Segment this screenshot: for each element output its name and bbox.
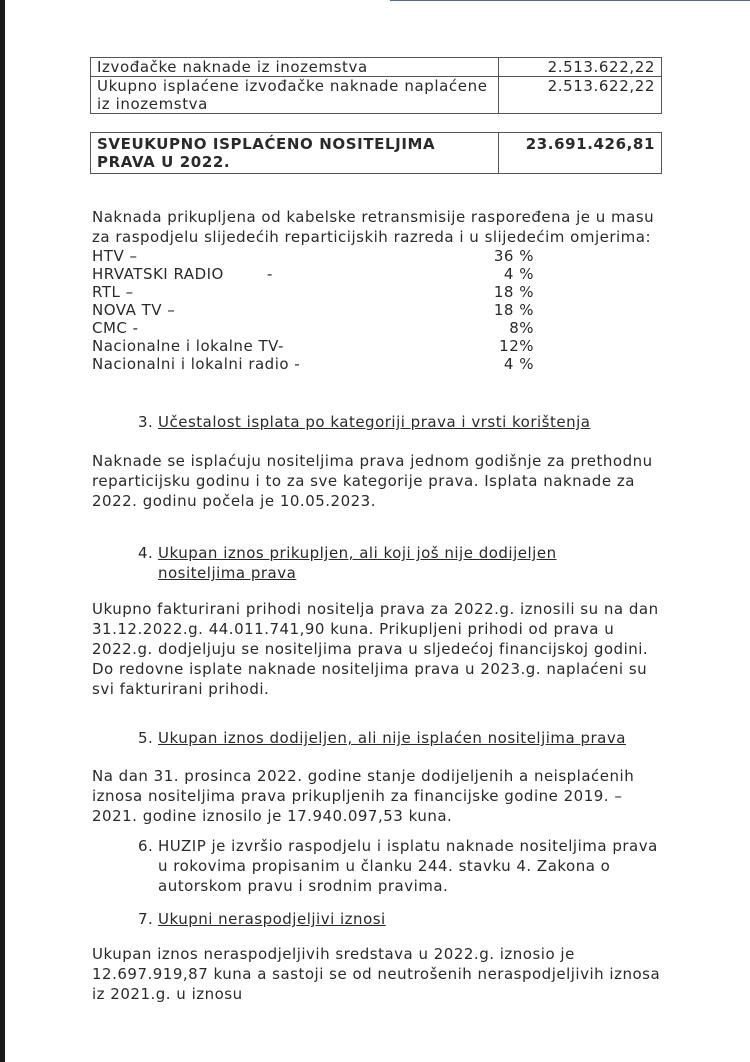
ratio-value: 36 % — [493, 247, 534, 265]
section-4-text: Ukupno fakturirani prihodi nositelja prava za 2022.g. iznosili su na dan 31.12.2022.g. 44.011.741,90 kuna. Prikupljeni prihodi od prava u 2022.g. dodjeljuju se nositeljima prava u sljedećoj financijskoj godini. Do redovne isplate naknade nositeljima prava u 2023.g. naplaćeni su svi fakturirani prihodi. — [92, 600, 659, 698]
table-cell-value: 2.513.622,22 — [499, 77, 662, 114]
scan-edge — [0, 0, 5, 1062]
section-title: Ukupan iznos prikupljen, ali koji još nije dodijeljen nositeljima prava — [158, 544, 557, 582]
ratio-row — [92, 247, 552, 267]
ratio-value: 4 % — [503, 355, 534, 373]
table-row — [91, 133, 662, 174]
table-cell-value: 2.513.622,22 — [499, 58, 662, 77]
ratio-row — [92, 355, 552, 375]
ratio-label: CMC - — [92, 319, 139, 337]
total-value: 23.691.426,81 — [499, 133, 662, 174]
ratio-row — [92, 265, 552, 285]
ratio-row — [92, 337, 552, 357]
ratio-value: 18 % — [493, 283, 534, 301]
ratio-label: HRVATSKI RADIO — [92, 265, 224, 283]
total-table — [90, 132, 662, 174]
ratio-dash: - — [267, 265, 273, 283]
section-number: 6. — [138, 837, 154, 855]
section-number: 3. — [138, 413, 154, 431]
table-cell-label: Ukupno isplaćene izvođačke naknade naplaćene iz inozemstva — [91, 77, 499, 114]
section-3-heading — [138, 412, 698, 432]
section-5-text: Na dan 31. prosinca 2022. godine stanje dodijeljenih a neisplaćenih iznosa nositeljima prava prikupljenih za financijske godine 2019. – 2021. godine iznosilo je 17.940.097,53 kuna. — [92, 767, 635, 825]
ratio-row — [92, 319, 552, 339]
ratio-value: 8% — [509, 319, 534, 337]
section-number: 4. — [138, 544, 154, 562]
section-6 — [138, 836, 668, 896]
ratio-label: Nacionalne i lokalne TV- — [92, 337, 284, 355]
ratio-label: RTL – — [92, 283, 134, 301]
section-6-text: HUZIP je izvršio raspodjelu i isplatu naknade nositeljima prava u rokovima propisanim u članku 244. stavku 4. Zakona o autorskom pravu i srodnim pravima. — [158, 837, 658, 895]
table-row — [91, 58, 662, 77]
ratio-row — [92, 283, 552, 303]
ratio-value: 18 % — [493, 301, 534, 319]
section-3-text: Naknade se isplaćuju nositeljima prava jednom godišnje za prethodnu reparticijsku godinu i to za sve kategorije prava. Isplata naknade za 2022. godinu počela je 10.05.2023. — [92, 452, 653, 510]
ratio-label: Nacionalni i lokalni radio - — [92, 355, 301, 373]
section-4-heading — [138, 543, 658, 583]
ratio-label: NOVA TV – — [92, 301, 176, 319]
section-7-heading — [138, 909, 698, 929]
ratio-value: 12% — [499, 337, 534, 355]
table-cell-label: Izvođačke naknade iz inozemstva — [91, 58, 499, 77]
ratio-row — [92, 301, 552, 321]
total-label: SVEUKUPNO ISPLAĆENO NOSITELJIMA PRAVA U 2022. — [91, 133, 499, 174]
section-number: 7. — [138, 910, 154, 928]
section-7-text: Ukupan iznos neraspodjeljivih sredstava u 2022.g. iznosio je 12.697.919,87 kuna a sastoji se od neutrošenih neraspodjeljivih iznosa iz 2021.g. u iznosu — [92, 945, 661, 1003]
section-title: Ukupan iznos dodijeljen, ali nije isplaćen nositeljima prava — [158, 729, 626, 747]
section-title: Učestalost isplata po kategoriji prava i vrsti korištenja — [158, 413, 591, 431]
distribution-intro: Naknada prikupljena od kabelske retransmisije raspoređena je u masu za raspodjelu slijedećih reparticijskih razreda i u slijedećim omjerima: — [92, 208, 655, 246]
section-number: 5. — [138, 729, 154, 747]
top-rule — [390, 0, 750, 1]
ratio-value: 4 % — [503, 265, 534, 283]
payments-table — [90, 57, 662, 114]
table-row — [91, 77, 662, 114]
section-title: Ukupni neraspodjeljivi iznosi — [158, 910, 386, 928]
section-5-heading — [138, 728, 698, 748]
ratio-label: HTV – — [92, 247, 138, 265]
